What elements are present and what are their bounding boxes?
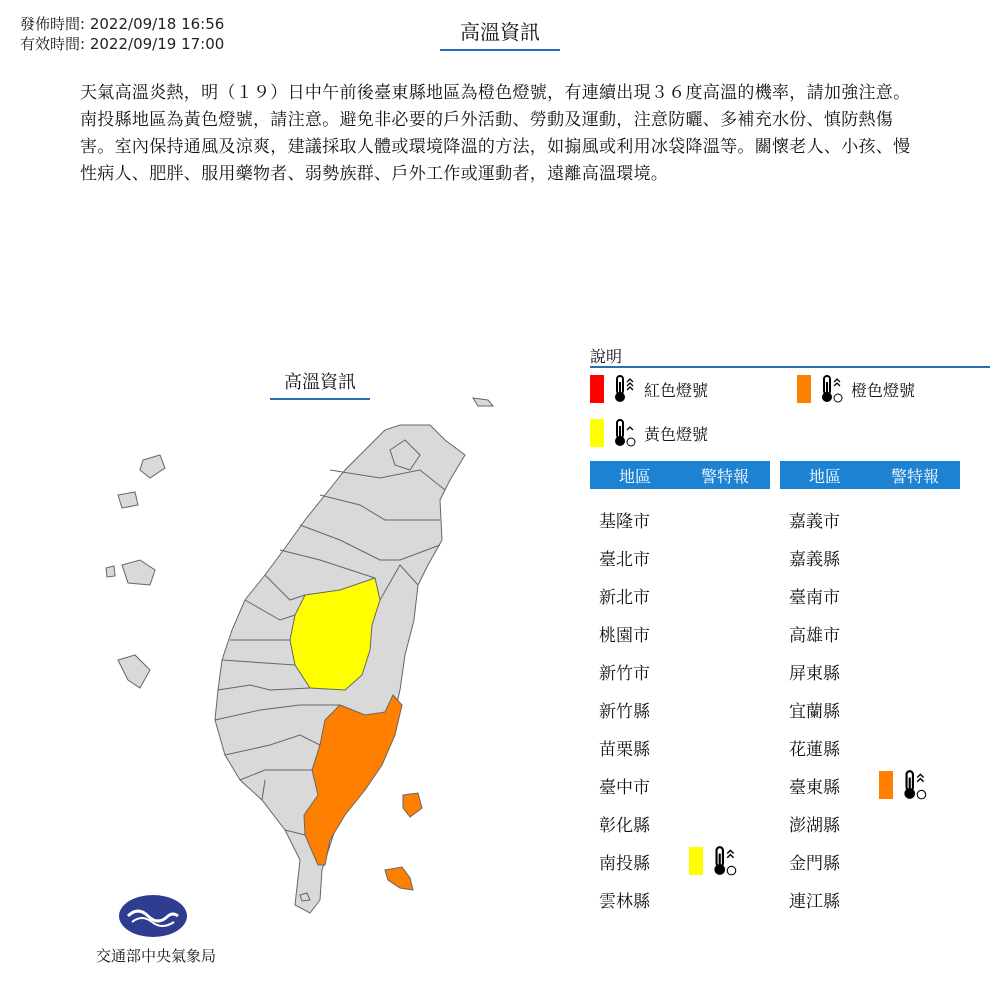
legend-divider: [590, 366, 990, 368]
col-warning: 警特報: [700, 466, 749, 486]
valid-label: 有效時間:: [20, 35, 86, 53]
legend-label-red: 紅色燈號: [644, 380, 709, 400]
map-title-text: 高溫資訊: [284, 372, 356, 393]
region-row: [590, 728, 770, 766]
region-name: 臺南市: [789, 587, 840, 608]
region-row: [780, 880, 960, 918]
region-row: [590, 690, 770, 728]
region-row: [590, 538, 770, 576]
region-name: 嘉義市: [789, 511, 840, 532]
red-swatch: [590, 375, 604, 403]
region-name: 基隆市: [599, 511, 650, 532]
region-row: [590, 652, 770, 690]
description-text: 天氣高溫炎熱，明（１９）日中午前後臺東縣地區為橙色燈號，有連續出現３６度高溫的機率，請加強注意。南投縣地區為黃色燈號，請注意。避免非必要的戶外活動、勞動及運動，注意防曬、多補充水份、慎防熱傷害。室內保持通風及涼爽，建議採取人體或環境降溫的方法，如搧風或利用冰袋降溫等。關懷老人、小孩、慢性病人、肥胖、服用藥物者、弱勢族群、戶外工作或運動者，遠離高溫環境。: [80, 83, 911, 184]
legend-item-red: [590, 374, 708, 404]
thermometer-icon: [610, 418, 638, 448]
region-row: [590, 500, 770, 538]
issue-label: 發佈時間:: [20, 15, 86, 33]
legend-item-yellow: [590, 418, 708, 448]
region-row: [780, 614, 960, 652]
thermometer-icon: [709, 845, 739, 877]
thermometer-icon: [610, 374, 638, 404]
orange-swatch: [797, 375, 811, 403]
legend-item-orange: [797, 374, 915, 404]
legend-label-yellow: 黃色燈號: [644, 424, 709, 444]
region-name: 南投縣: [599, 853, 650, 874]
penghu-island-3: [122, 560, 155, 585]
penghu-island-5: [118, 655, 150, 688]
valid-time-line: [20, 34, 224, 54]
region-row: [780, 766, 960, 804]
region-row: [590, 880, 770, 918]
thermometer-icon: [817, 374, 845, 404]
region-name: 屏東縣: [789, 663, 840, 684]
region-row: [780, 842, 960, 880]
yellow-swatch: [590, 419, 604, 447]
col-warning: 警特報: [890, 466, 939, 486]
region-name: 宜蘭縣: [789, 701, 840, 722]
valid-time: 2022/09/19 17:00: [89, 35, 225, 53]
region-name: 高雄市: [789, 625, 840, 646]
col-region: 地區: [808, 466, 841, 486]
region-row: [780, 652, 960, 690]
turtle-island: [473, 398, 493, 406]
region-name: 連江縣: [789, 891, 840, 912]
col-region: 地區: [618, 466, 651, 486]
region-row: [780, 538, 960, 576]
region-name: 苗栗縣: [599, 739, 650, 760]
table-header-left: [590, 461, 770, 489]
region-name: 金門縣: [789, 853, 840, 874]
region-name: 新竹市: [599, 663, 650, 684]
region-list-right: [780, 500, 960, 918]
region-row: [590, 576, 770, 614]
title-underline: [440, 49, 560, 51]
region-name: 臺中市: [599, 777, 650, 798]
region-list-left: [590, 500, 770, 918]
region-name: 澎湖縣: [789, 815, 840, 836]
region-name: 彰化縣: [599, 815, 650, 836]
region-row: [780, 500, 960, 538]
issue-time: 2022/09/18 16:56: [89, 15, 225, 33]
region-name: 新北市: [599, 587, 650, 608]
region-row: [780, 804, 960, 842]
legend-label-orange: 橙色燈號: [851, 380, 916, 400]
region-row: [590, 614, 770, 652]
warning-indicator: [879, 769, 929, 801]
issue-time-line: [20, 14, 224, 34]
region-row: [590, 842, 770, 880]
yellow-swatch: [689, 847, 703, 875]
region-name: 臺北市: [599, 549, 650, 570]
legend-title: 說明: [590, 347, 623, 366]
orchid-island: [385, 867, 413, 890]
warning-indicator: [689, 845, 739, 877]
page-title-text: 高溫資訊: [460, 20, 540, 44]
penghu-island-1: [140, 455, 165, 478]
region-row: [780, 576, 960, 614]
region-row: [590, 766, 770, 804]
table-header-right: [780, 461, 960, 489]
green-island: [403, 793, 422, 817]
taiwan-map: [95, 390, 515, 920]
region-name: 臺東縣: [789, 777, 840, 798]
region-row: [780, 728, 960, 766]
region-row: [590, 804, 770, 842]
orange-swatch: [879, 771, 893, 799]
region-name: 嘉義縣: [789, 549, 840, 570]
region-name: 新竹縣: [599, 701, 650, 722]
region-name: 桃園市: [599, 625, 650, 646]
penghu-island-4: [106, 566, 115, 577]
region-row: [780, 690, 960, 728]
agency-name: 交通部中央氣象局: [95, 947, 216, 965]
cwb-logo-icon: [118, 894, 188, 939]
region-name: 花蓮縣: [789, 739, 840, 760]
page-title: [440, 16, 560, 51]
thermometer-icon: [899, 769, 929, 801]
region-name: 雲林縣: [599, 891, 650, 912]
penghu-island-2: [118, 492, 138, 508]
